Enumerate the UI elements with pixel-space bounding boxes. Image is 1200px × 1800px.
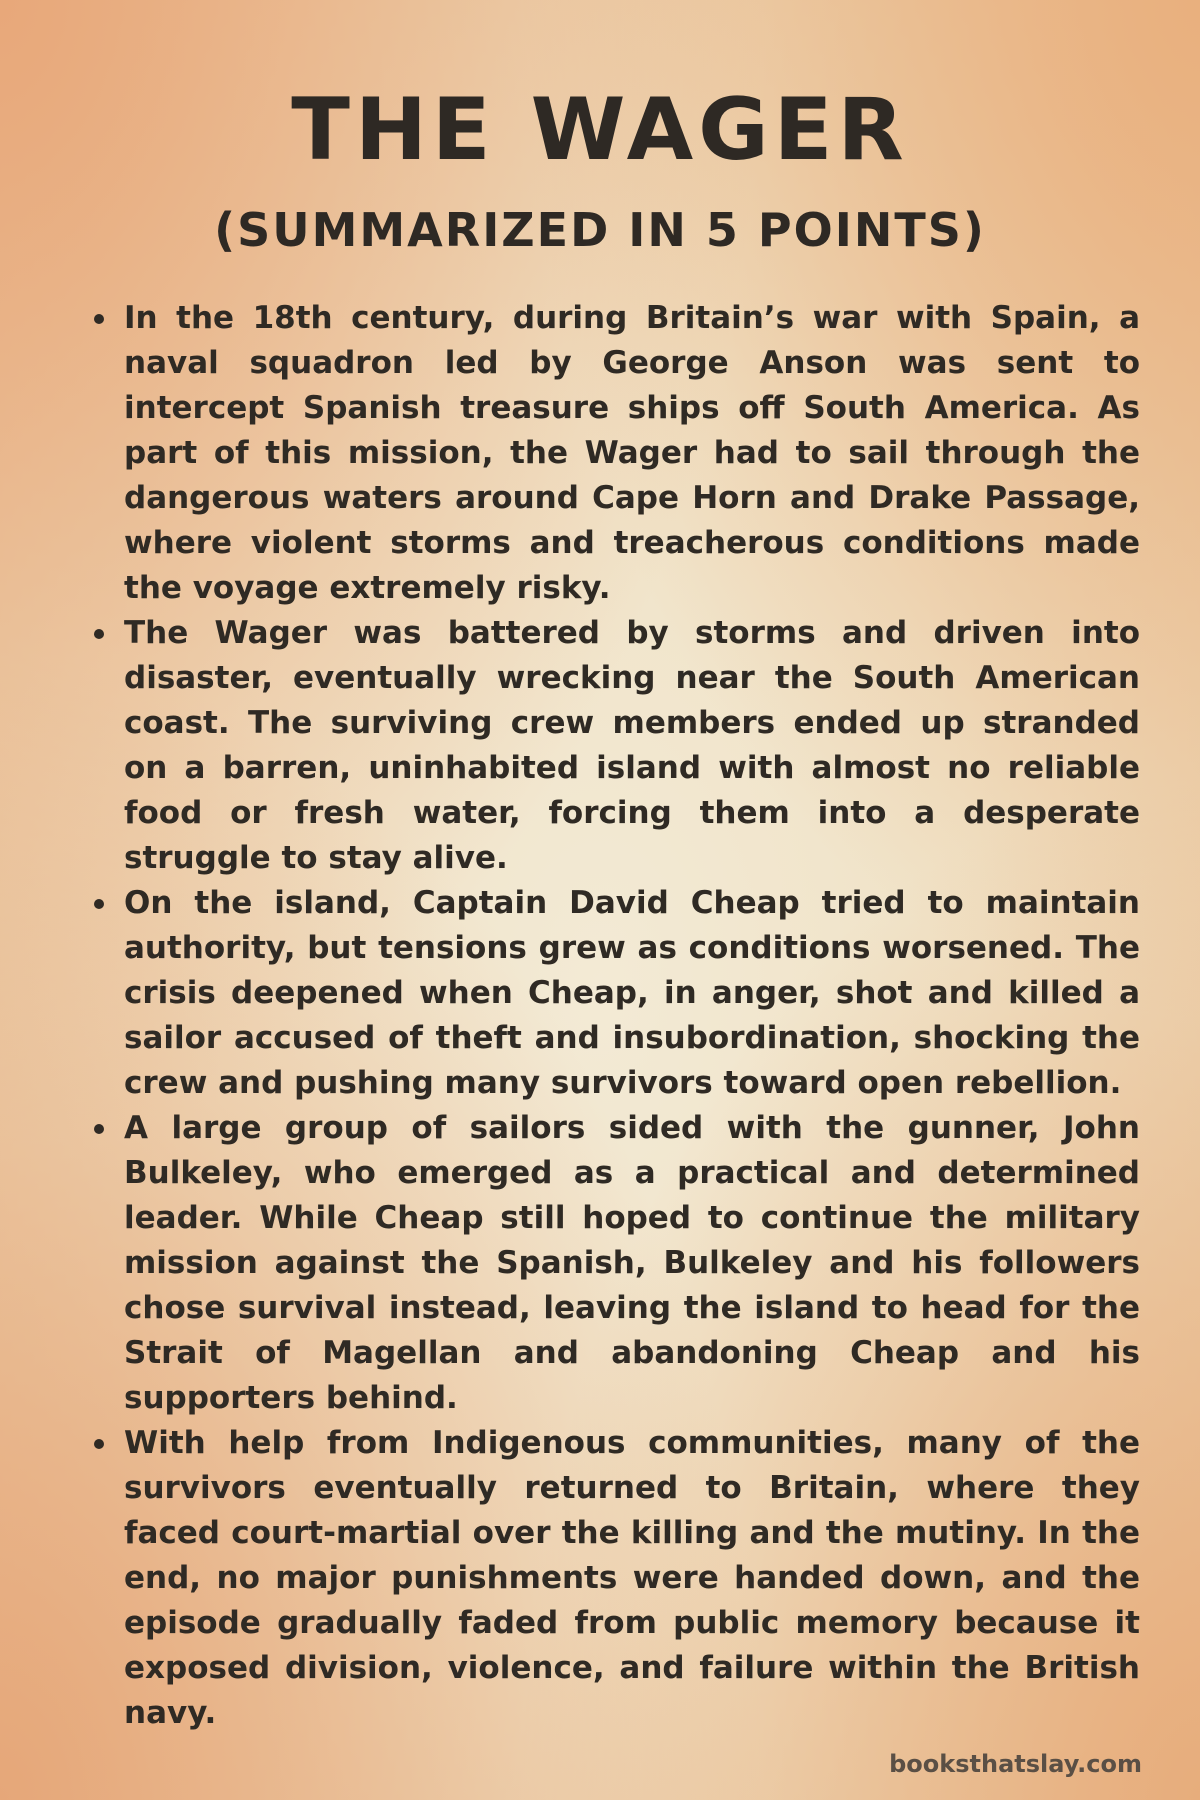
bullet-icon (94, 899, 104, 909)
summary-point-2 (88, 611, 1140, 881)
bullet-icon (94, 629, 104, 639)
summary-point-text: On the island, Captain David Cheap tried to maintain authority, but tensions grew as conditions worsened. The crisis deepened when Cheap, in anger, shot and killed a sailor accused of theft and insubordination, shocking the crew and pushing many survivors toward open rebellion. (124, 885, 1140, 1101)
site-credit: booksthatslay.com (889, 1750, 1142, 1778)
summary-point-text: In the 18th century, during Britain’s war with Spain, a naval squadron led by George Anson was sent to intercept Spanish treasure ships off South America. As part of this mission, the Wager had to sail through the dangerous waters around Cape Horn and Drake Passage, where violent storms and treacherous conditions made the voyage extremely risky. (124, 300, 1140, 606)
summary-point-text: The Wager was battered by storms and driven into disaster, eventually wrecking near the South American coast. The surviving crew members ended up stranded on a barren, uninhabited island with almost no reliable food or fresh water, forcing them into a desperate struggle to stay alive. (124, 615, 1140, 876)
page-subtitle: (SUMMARIZED IN 5 POINTS) (214, 203, 986, 257)
summary-point-4 (88, 1106, 1140, 1421)
summary-points-list (88, 296, 1140, 1736)
summary-point-5 (88, 1421, 1140, 1736)
summary-point-text: With help from Indigenous communities, many of the survivors eventually returned to Britain, where they faced court-martial over the killing and the mutiny. In the end, no major punishments were handed down, and the episode gradually faded from public memory because it exposed division, violence, and failure within the British navy. (124, 1425, 1140, 1731)
summary-point-text: A large group of sailors sided with the gunner, John Bulkeley, who emerged as a practical and determined leader. While Cheap still hoped to continue the military mission against the Spanish, Bulkeley and his followers chose survival instead, leaving the island to head for the Strait of Magellan and abandoning Cheap and his supporters behind. (124, 1110, 1140, 1416)
page-title: THE WAGER (291, 80, 909, 180)
bullet-icon (94, 314, 104, 324)
bullet-icon (94, 1124, 104, 1134)
bullet-icon (94, 1439, 104, 1449)
summary-point-3 (88, 881, 1140, 1106)
summary-point-1 (88, 296, 1140, 611)
